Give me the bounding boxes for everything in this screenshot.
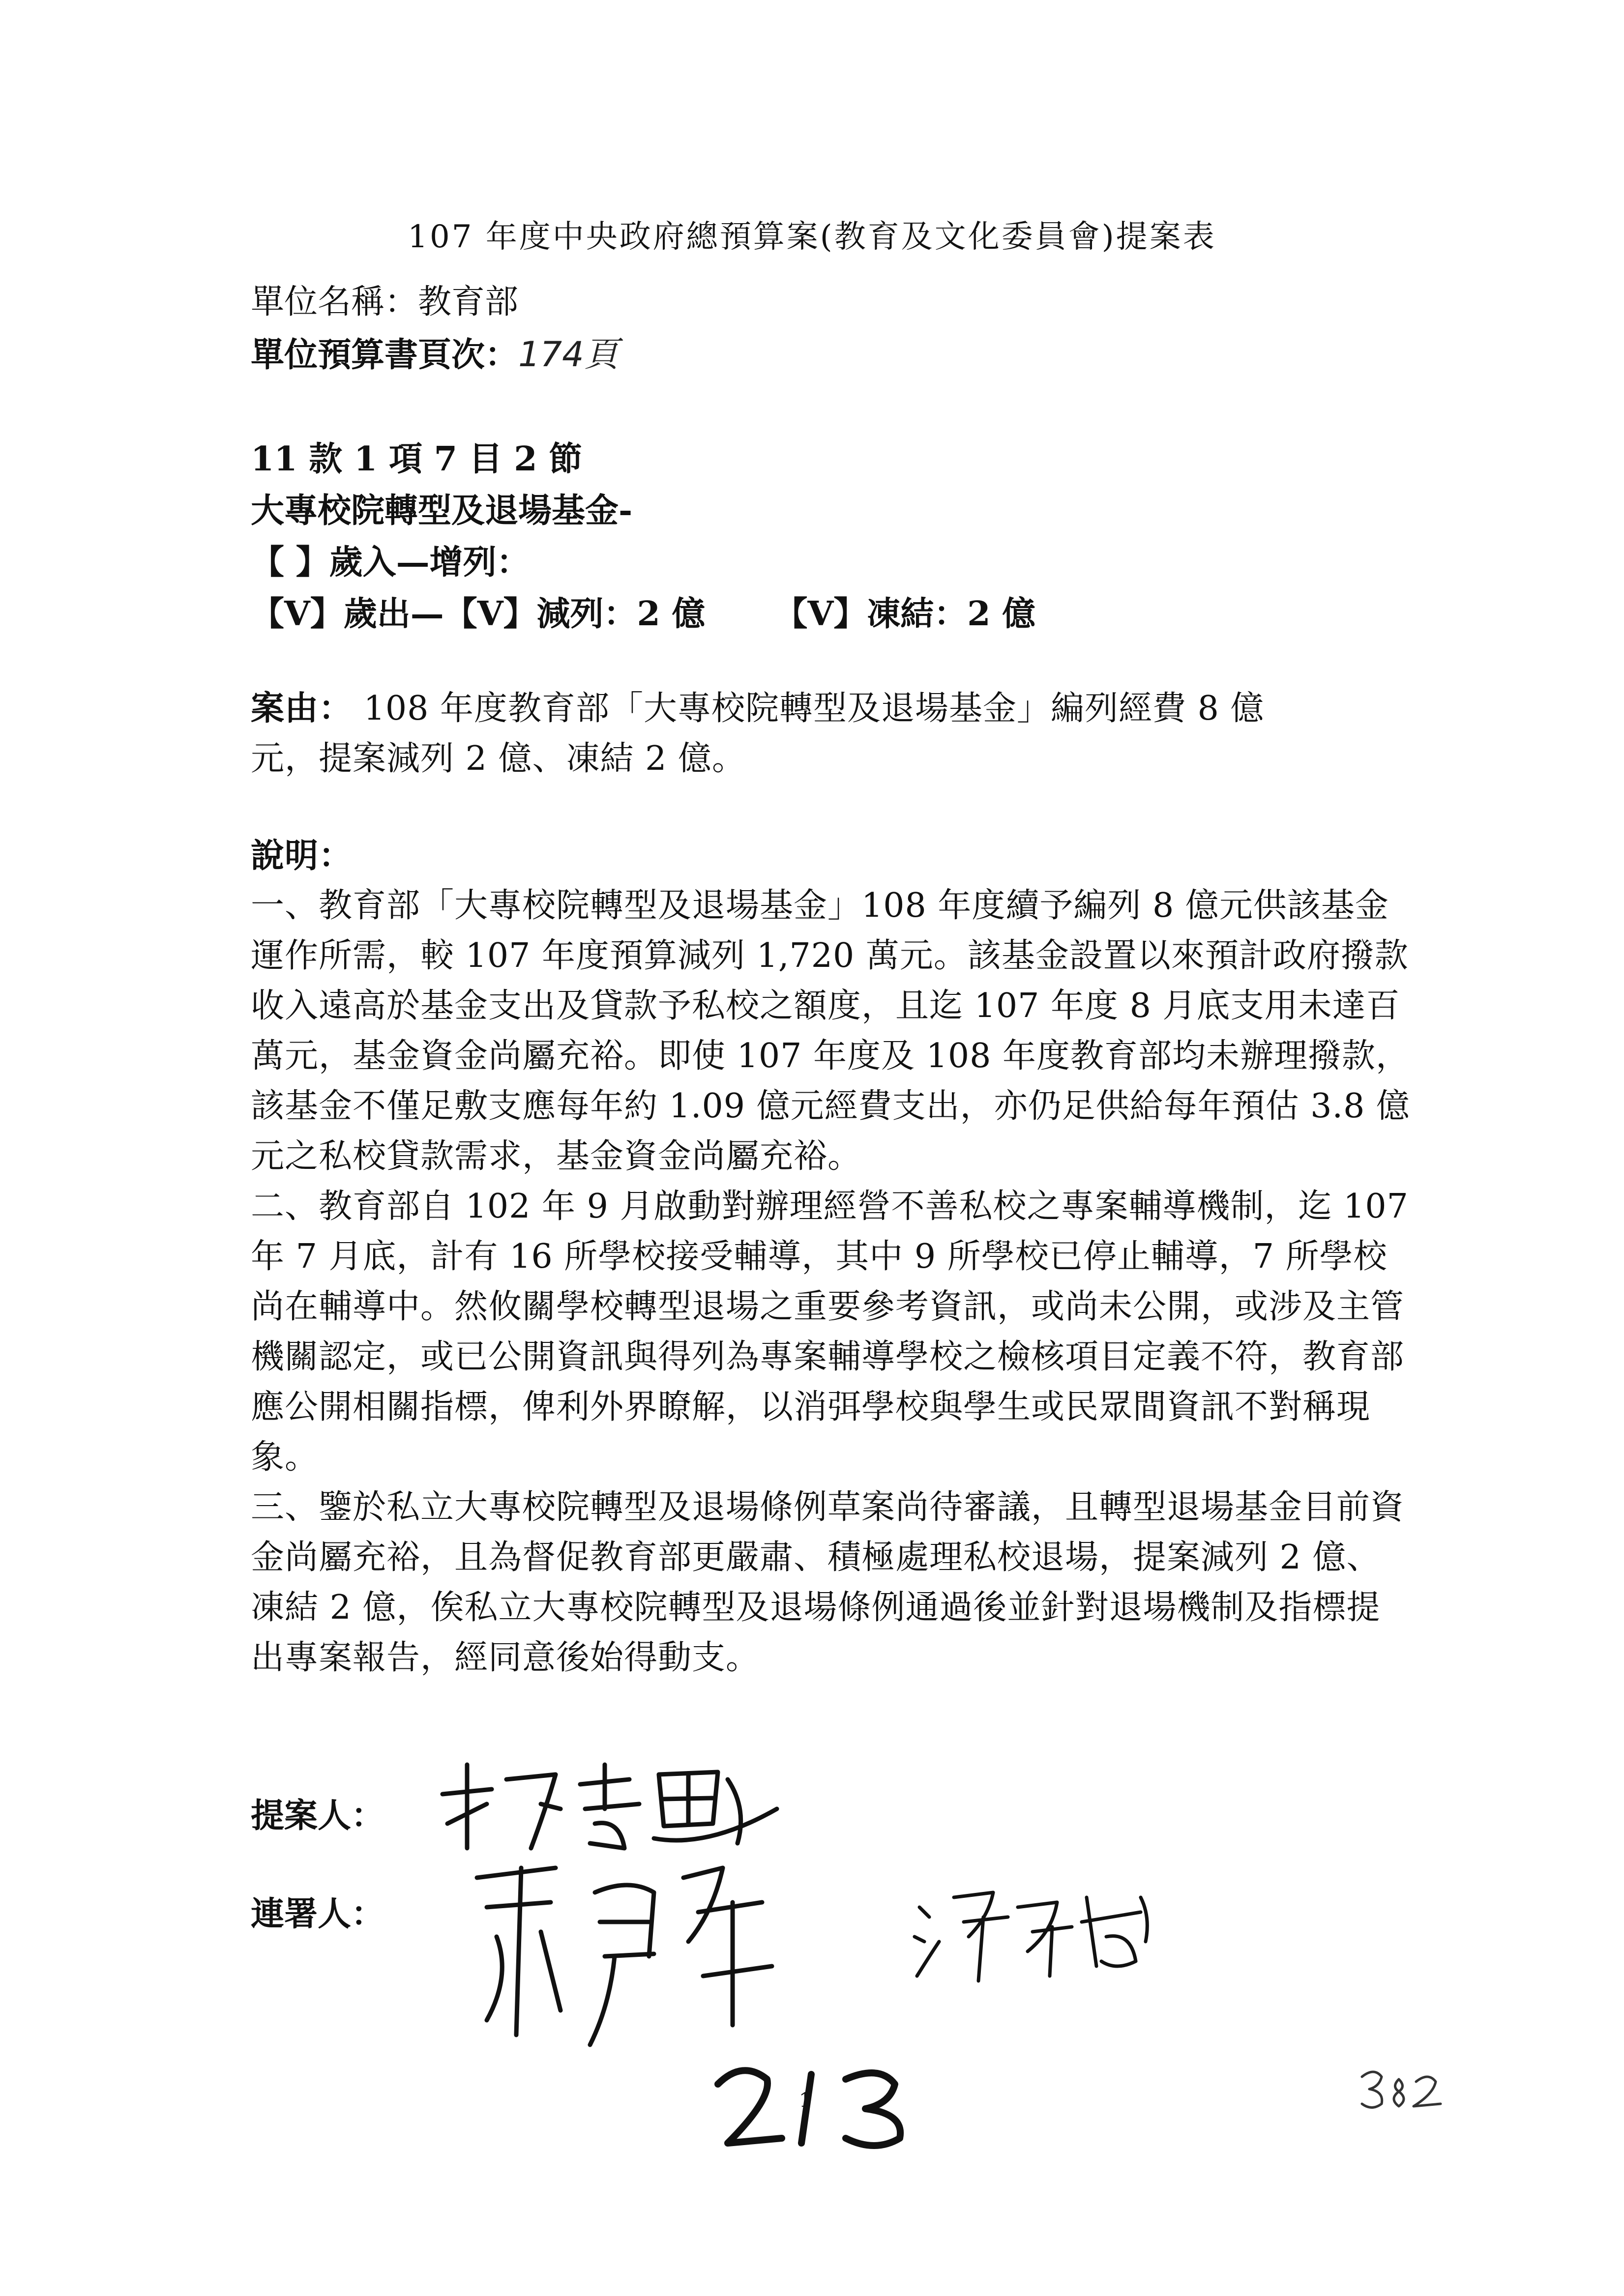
reason-line-2: 元，提案減列 2 億、凍結 2 億。 bbox=[251, 739, 746, 778]
unit-name: 單位名稱：教育部 bbox=[251, 283, 519, 321]
unit-page-label: 單位預算書頁次： bbox=[251, 335, 519, 375]
reason-block bbox=[251, 683, 1411, 784]
page-number: 1 bbox=[799, 2089, 812, 2112]
reason-text-1: 108 年度教育部「大專校院轉型及退場基金」編列經費 8 億 bbox=[363, 689, 1265, 728]
explanation-label: 說明： bbox=[251, 836, 353, 875]
expense-freeze: 【V】凍結：2 億 bbox=[774, 594, 1036, 634]
cosigner-label: 連署人： bbox=[251, 1894, 385, 1934]
expense-line bbox=[251, 587, 1035, 635]
explanation-item-3: 三、鑒於私立大專校院轉型及退場條例草案尚待審議，且轉型退場基金目前資金尚屬充裕，且為督促教育部更嚴肅、積極處理私校退場，提案減列 2 億、凍結 2 億，俟私立大專校院轉型及退場條例通過後並針對退場機制及指標提出專案報告，經同意後始得動支。 bbox=[251, 1488, 1405, 1677]
reason-label: 案由： bbox=[251, 689, 353, 728]
proposer-label: 提案人： bbox=[251, 1796, 385, 1835]
budget-code: 11 款 1 項 7 目 2 節 bbox=[251, 439, 583, 479]
proposer-signature bbox=[433, 1750, 816, 1858]
reason-line-1 bbox=[251, 683, 1411, 734]
cosigner-signature-1 bbox=[467, 1848, 821, 2055]
cosigner-signature-2 bbox=[910, 1878, 1165, 1996]
explanation-item-2: 二、教育部自 102 年 9 月啟動對辦理經營不善私校之專案輔導機制，迄 107 年 7 月底，計有 16 所學校接受輔導，其中 9 所學校已停止輔導，7 所學校尚在輔導中。然攸關學校轉型退場之重要參考資訊，或尚未公開，或涉及主管機關認定，或已公開資訊與得列為專案輔導學校之檢核項目定義不符，教育部應公開相關指標，俾利外界瞭解，以消弭學校與學生或民眾間資訊不對稱現象。 bbox=[251, 1187, 1409, 1477]
explanation-item-1: 一、教育部「大專校院轉型及退場基金」108 年度續予編列 8 億元供該基金運作所需，較 107 年度預算減列 1,720 萬元。該基金設置以來預計政府撥款收入遠高於基金支出及貸款予私校之額度，且迄 107 年度 8 月底支用未達百萬元，基金資金尚屬充裕。即使 107 年度及 108 年度教育部均未辦理撥款，該基金不僅足敷支應每年約 1.09 億元經費支出，亦仍足供給每年預估 3.8 億元之私校貸款需求，基金資金尚屬充裕。 bbox=[251, 886, 1411, 1176]
handwritten-number-large bbox=[708, 2055, 934, 2153]
unit-page-line bbox=[251, 327, 619, 377]
explanation-block bbox=[251, 831, 1411, 1683]
revenue-line: 【 】歲入—增列： bbox=[251, 543, 530, 582]
fund-name: 大專校院轉型及退場基金- bbox=[251, 491, 633, 530]
handwritten-number-corner bbox=[1357, 2064, 1446, 2114]
document-title: 107 年度中央政府總預算案(教育及文化委員會)提案表 bbox=[408, 219, 1216, 255]
unit-page-handwritten: 174頁 bbox=[518, 334, 619, 375]
expense-cut: 【V】歲出—【V】減列：2 億 bbox=[251, 594, 706, 634]
